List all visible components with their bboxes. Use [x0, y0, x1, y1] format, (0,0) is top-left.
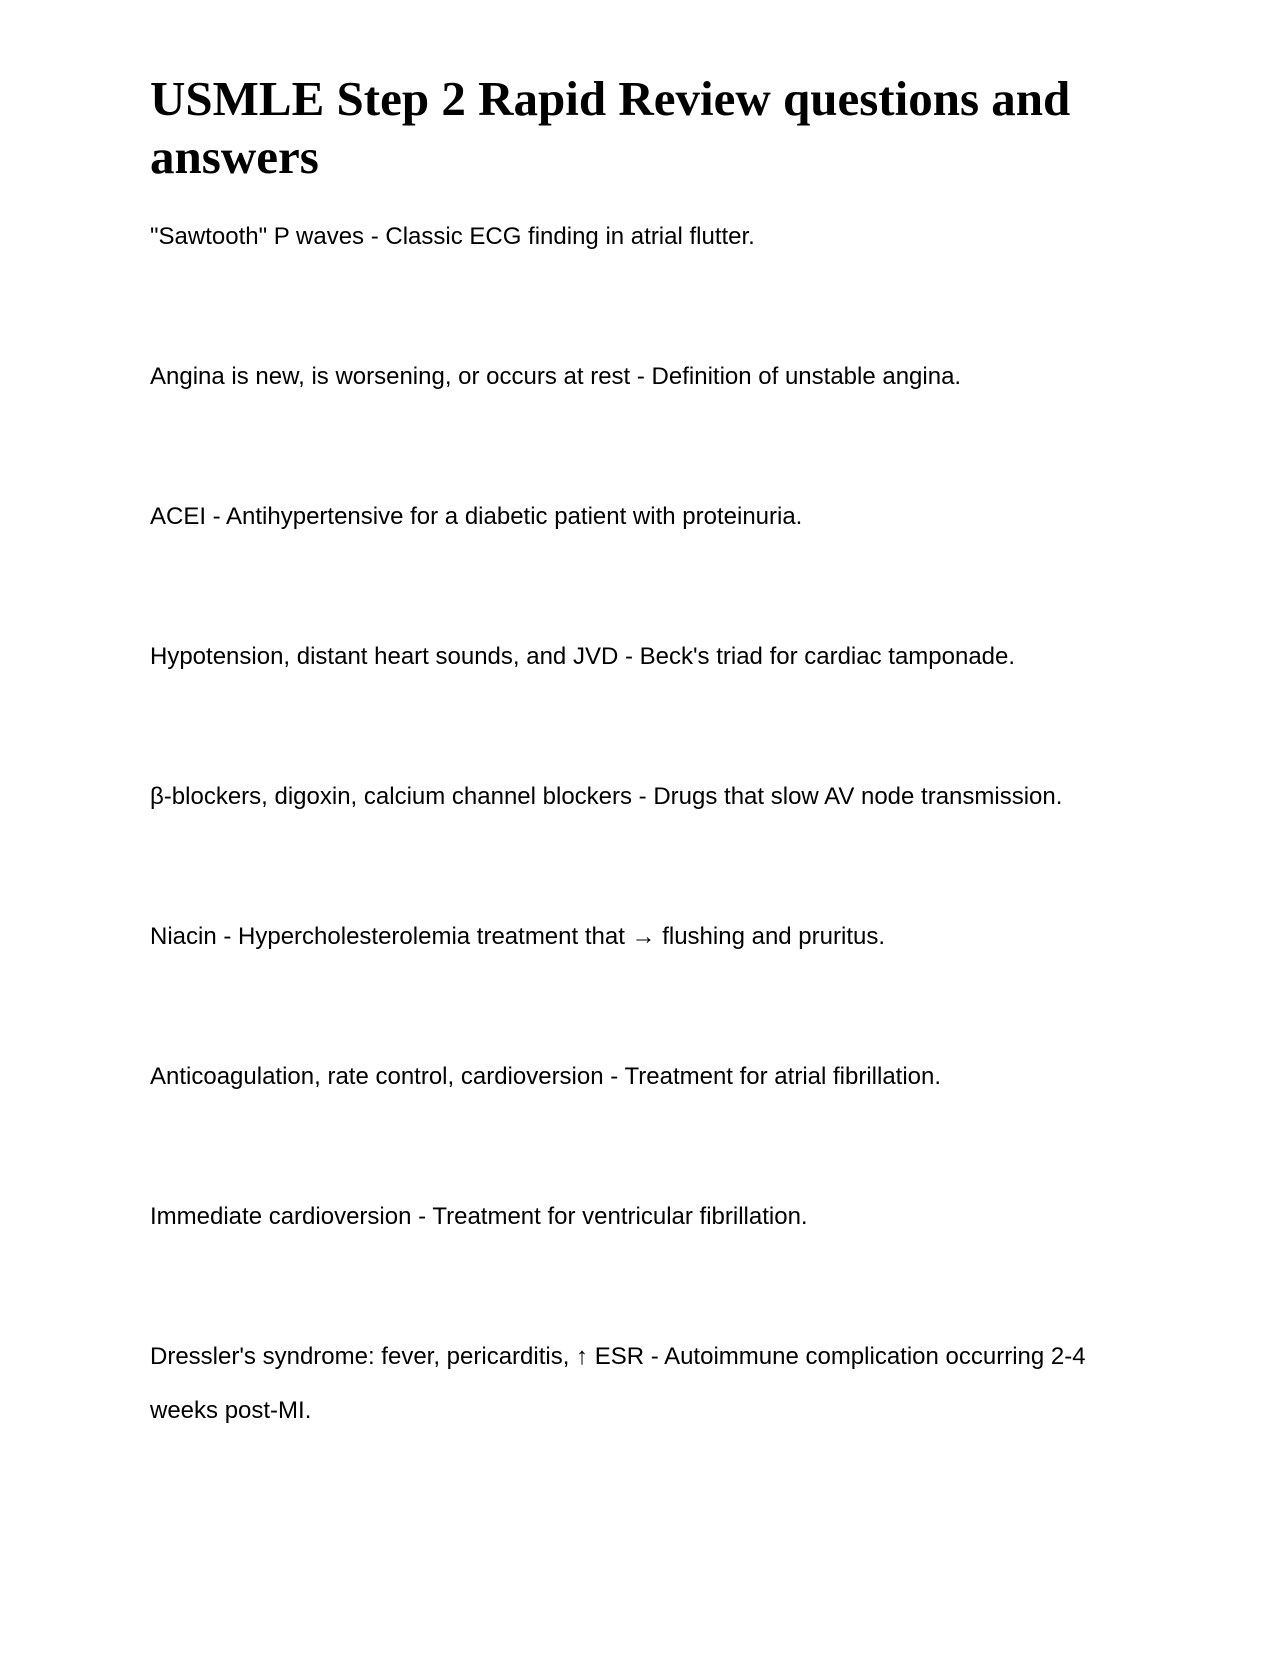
- qa-item: "Sawtooth" P waves - Classic ECG finding in atrial flutter.: [150, 223, 755, 250]
- document-title: USMLE Step 2 Rapid Review questions and answers: [150, 71, 1071, 184]
- qa-item: β-blockers, digoxin, calcium channel blockers - Drugs that slow AV node transmission.: [150, 783, 1063, 810]
- qa-item: Dressler's syndrome: fever, pericarditis, ↑ ESR - Autoimmune complication occurring 2-4 weeks post-MI.: [150, 1343, 1086, 1424]
- qa-item: ACEI - Antihypertensive for a diabetic patient with proteinuria.: [150, 503, 803, 530]
- document-page: [150, 70, 1140, 1524]
- qa-item: Hypotension, distant heart sounds, and JVD - Beck's triad for cardiac tamponade.: [150, 643, 1016, 670]
- qa-item: Angina is new, is worsening, or occurs at rest - Definition of unstable angina.: [150, 363, 962, 390]
- qa-item: Niacin - Hypercholesterolemia treatment that → flushing and pruritus.: [150, 923, 885, 950]
- qa-item: Immediate cardioversion - Treatment for ventricular fibrillation.: [150, 1203, 808, 1230]
- qa-list: [150, 210, 1140, 1438]
- qa-item: Anticoagulation, rate control, cardioversion - Treatment for atrial fibrillation.: [150, 1063, 942, 1090]
